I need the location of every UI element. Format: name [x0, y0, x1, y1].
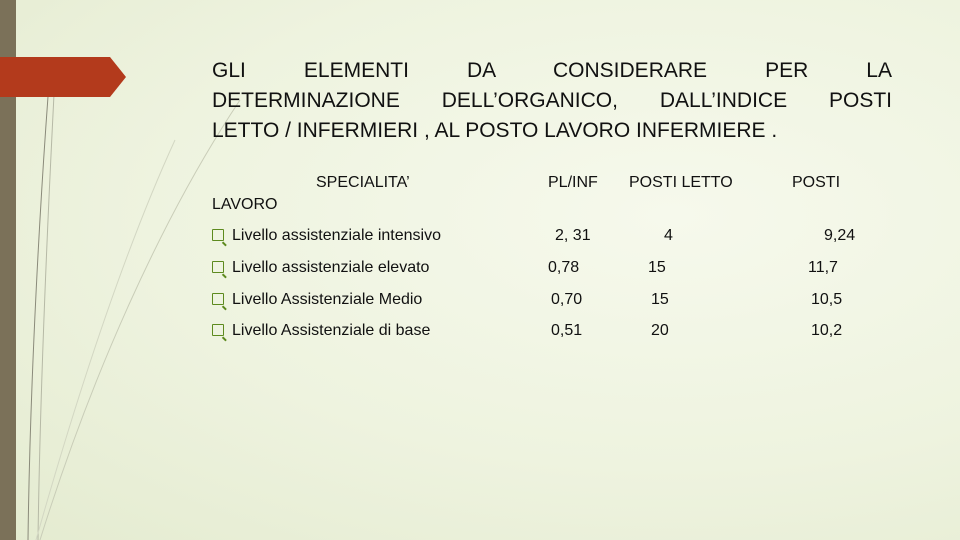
checkbox-bullet-icon	[212, 324, 224, 336]
row-label: Livello Assistenziale Medio	[232, 291, 423, 308]
table-row	[212, 322, 430, 340]
table-row	[212, 227, 441, 245]
row-posti-letto: 20	[651, 322, 669, 339]
row-pl-inf: 0,70	[551, 291, 583, 308]
title-line-2: DETERMINAZIONE DELL’ORGANICO, DALL’INDICE POSTI	[212, 89, 892, 112]
checkbox-bullet-icon	[212, 293, 224, 305]
row-label: Livello assistenziale intensivo	[232, 227, 441, 244]
header-specialita: SPECIALITA’	[316, 174, 410, 191]
header-pl-inf: PL/INF	[548, 174, 598, 191]
header-lavoro: LAVORO	[212, 196, 278, 213]
table-row	[212, 291, 422, 309]
slide-title	[212, 56, 892, 146]
checkbox-bullet-icon	[212, 261, 224, 273]
table-row	[212, 259, 429, 277]
title-line-3: LETTO / INFERMIERI , AL POSTO LAVORO INFERMIERE .	[212, 119, 778, 142]
row-label: Livello Assistenziale di base	[232, 322, 431, 339]
row-pl-inf: 2, 31	[555, 227, 591, 244]
row-pl-inf: 0,78	[548, 259, 580, 276]
row-posti-letto: 15	[651, 291, 669, 308]
title-line-1: GLI ELEMENTI DA CONSIDERARE PER LA	[212, 59, 892, 82]
checkbox-bullet-icon	[212, 229, 224, 241]
row-pl-inf: 0,51	[551, 322, 583, 339]
row-posti-letto: 4	[664, 227, 673, 244]
row-posti: 10,2	[811, 322, 843, 339]
row-posti-letto: 15	[648, 259, 666, 276]
red-title-tab	[0, 57, 126, 97]
header-posti-letto: POSTI LETTO	[629, 174, 733, 191]
row-posti: 11,7	[808, 259, 838, 276]
header-posti: POSTI	[792, 174, 841, 191]
row-posti: 10,5	[811, 291, 843, 308]
row-label: Livello assistenziale elevato	[232, 259, 430, 276]
row-posti: 9,24	[824, 227, 856, 244]
